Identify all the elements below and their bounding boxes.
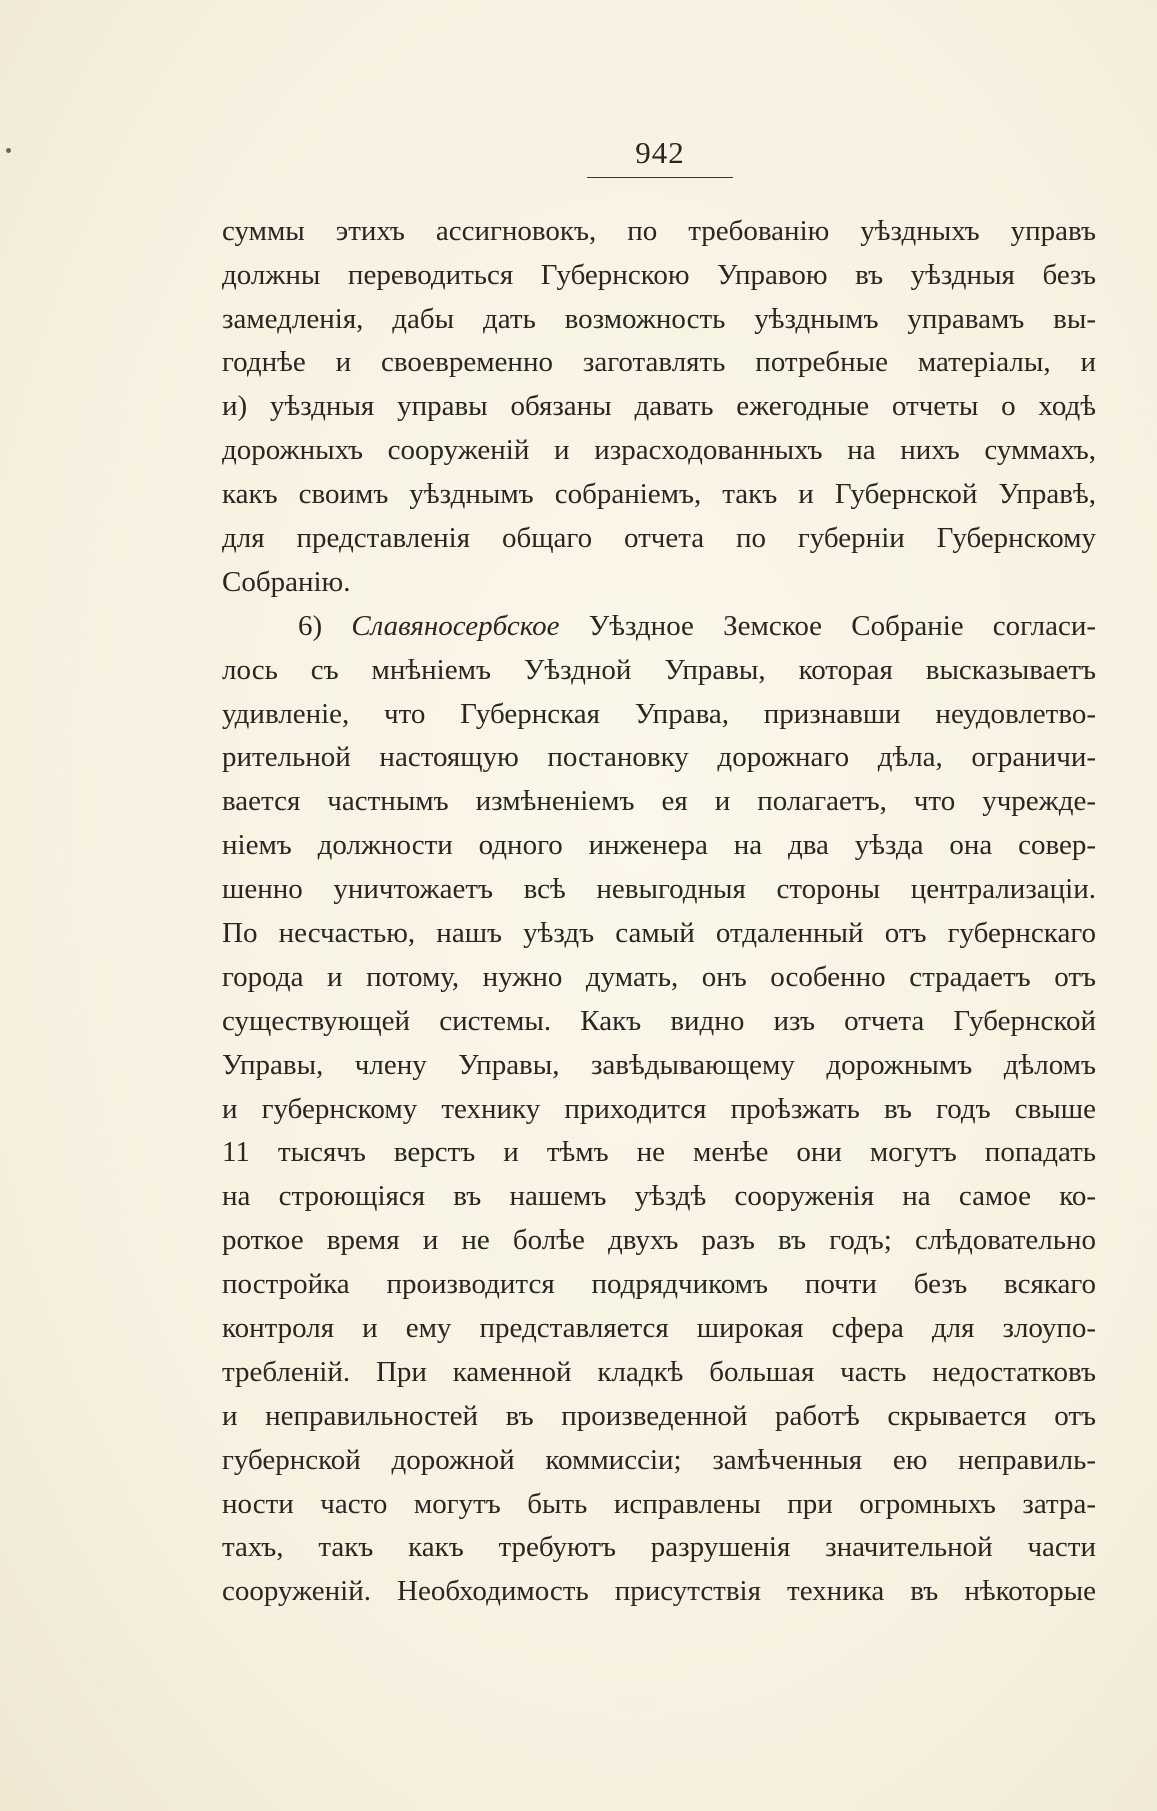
text-line: существующей системы. Какъ видно изъ отчета Губернской bbox=[222, 1005, 1096, 1037]
paragraph-opening-line bbox=[222, 604, 1096, 648]
text-line: По несчастью, нашъ уѣздъ самый отдаленный отъ губернскаго bbox=[222, 917, 1096, 949]
text-line: замедленія, дабы дать возможность уѣзднымъ управамъ вы- bbox=[222, 303, 1096, 335]
margin-mark bbox=[6, 148, 11, 153]
text-line: должны переводиться Губернскою Управою въ уѣздныя безъ bbox=[222, 259, 1096, 291]
text-line: рительной настоящую постановку дорожнаго дѣла, ограничи- bbox=[222, 741, 1096, 773]
text-line: губернской дорожной коммиссіи; замѣченныя ею неправиль- bbox=[222, 1444, 1096, 1476]
text-line: и губернскому технику приходится проѣзжать въ годъ свыше bbox=[222, 1093, 1096, 1125]
text-line: вается частнымъ измѣненіемъ ея и полагаетъ, что учрежде- bbox=[222, 785, 1096, 817]
text-line: какъ своимъ уѣзднымъ собраніемъ, такъ и Губернской Управѣ, bbox=[222, 478, 1096, 510]
item-number: 6) bbox=[298, 610, 352, 642]
text-line: Управы, члену Управы, завѣдывающему дорожнымъ дѣломъ bbox=[222, 1049, 1096, 1081]
text-line: для представленія общаго отчета по губерніи Губернскому bbox=[222, 522, 1096, 554]
text-line: требленій. При каменной кладкѣ большая часть недостатковъ bbox=[222, 1356, 1096, 1388]
text-line: годнѣе и своевременно заготавлять потребные матеріалы, и bbox=[222, 346, 1096, 378]
text-line: и) уѣздныя управы обязаны давать ежегодные отчеты о ходѣ bbox=[222, 390, 1096, 422]
text-line: постройка производится подрядчикомъ почти безъ всякаго bbox=[222, 1268, 1096, 1300]
text-line: суммы этихъ ассигновокъ, по требованію уѣздныхъ управъ bbox=[222, 215, 1096, 247]
page-number-rule bbox=[587, 177, 733, 178]
text-line: шенно уничтожаетъ всѣ невыгодныя стороны централизаціи. bbox=[222, 873, 1096, 905]
page-number: 942 bbox=[635, 135, 685, 170]
text-line: и неправильностей въ произведенной работѣ скрывается отъ bbox=[222, 1400, 1096, 1432]
opening-line-rest: Уѣздное Земское Собраніе согласи- bbox=[559, 610, 1096, 642]
text-line: роткое время и не болѣе двухъ разъ въ годъ; слѣдовательно bbox=[222, 1224, 1096, 1256]
text-line: дорожныхъ сооруженій и израсходованныхъ на нихъ суммахъ, bbox=[222, 434, 1096, 466]
text-line: Собранію. bbox=[222, 566, 351, 598]
text-line: контроля и ему представляется широкая сфера для злоупо- bbox=[222, 1312, 1096, 1344]
text-line: 11 тысячъ верстъ и тѣмъ не менѣе они могутъ попадать bbox=[222, 1136, 1096, 1168]
text-line: сооруженій. Необходимость присутствія техника въ нѣкоторые bbox=[222, 1575, 1096, 1607]
text-line: города и потому, нужно думать, онъ особенно страдаетъ отъ bbox=[222, 961, 1096, 993]
text-line: на строющіяся въ нашемъ уѣздѣ сооруженія на самое ко- bbox=[222, 1180, 1096, 1212]
district-name: Славяносербское bbox=[351, 610, 560, 642]
text-line: ности часто могутъ быть исправлены при огромныхъ затра- bbox=[222, 1488, 1096, 1520]
text-line: удивленіе, что Губернская Управа, признавши неудовлетво- bbox=[222, 698, 1096, 730]
text-line: ніемъ должности одного инженера на два уѣзда она совер- bbox=[222, 829, 1096, 861]
text-line: лось съ мнѣніемъ Уѣздной Управы, которая высказываетъ bbox=[222, 654, 1096, 686]
text-line: тахъ, такъ какъ требуютъ разрушенія значительной части bbox=[222, 1531, 1096, 1563]
